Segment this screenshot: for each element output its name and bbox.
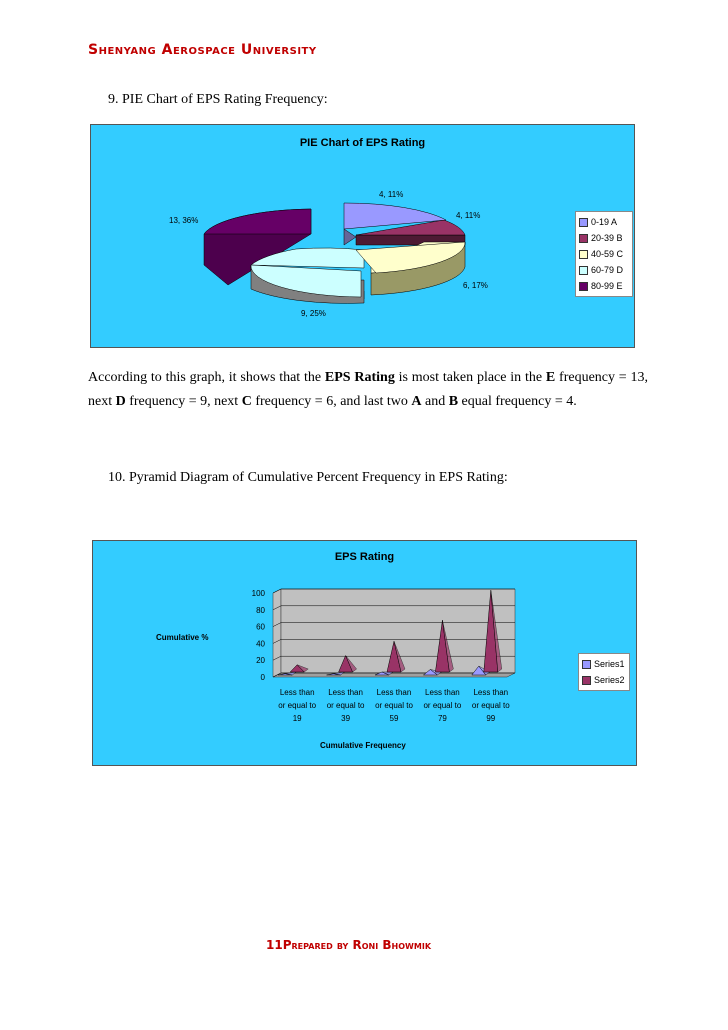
legend-swatch <box>579 266 588 275</box>
x-tick-label: Less than <box>376 688 412 697</box>
legend-item-d: 60-79 D <box>579 262 629 278</box>
pie-label-e: 13, 36% <box>169 216 199 225</box>
y-tick-label: 20 <box>256 656 265 666</box>
x-tick-label: Less than <box>328 688 363 697</box>
x-tick-label: 79 <box>437 714 447 723</box>
x-tick-label: or equal to <box>471 701 510 710</box>
pie-label-d: 9, 25% <box>301 309 326 318</box>
legend-item-a: 0-19 A <box>579 214 629 230</box>
legend-swatch <box>582 660 591 669</box>
plot-side-wall <box>273 589 281 677</box>
pie-label-b: 4, 11% <box>456 211 481 220</box>
slice-e <box>204 209 311 234</box>
x-tick-label: Less than <box>473 688 509 697</box>
y-axis-label: Cumulative % <box>156 633 209 642</box>
y-tick-label: 40 <box>256 639 265 649</box>
legend-item-e: 80-99 E <box>579 278 629 294</box>
legend-swatch <box>579 250 588 259</box>
y-tick-label: 60 <box>256 622 265 632</box>
y-tick-label: 80 <box>256 605 265 615</box>
university-header: Shenyang Aerospace University <box>88 42 317 58</box>
x-tick-label: Less than <box>279 688 315 697</box>
pyramid-chart-box <box>92 540 637 766</box>
pie-chart-title: PIE Chart of EPS Rating <box>299 137 426 149</box>
x-tick-label: 19 <box>292 714 302 723</box>
legend-swatch <box>579 218 588 227</box>
legend-item-series1: Series1 <box>582 656 626 672</box>
pie-chart-box <box>90 124 635 348</box>
section-9-title: 9. PIE Chart of EPS Rating Frequency: <box>108 92 328 107</box>
pie-legend <box>575 211 633 297</box>
pyramid-chart-svg <box>93 541 636 765</box>
x-tick-label: Less than <box>425 688 460 697</box>
legend-swatch <box>579 282 588 291</box>
page-footer <box>266 938 431 952</box>
pyramid-chart-title: EPS Rating <box>334 551 395 563</box>
slice-a-side <box>344 229 356 245</box>
analysis-paragraph: According to this graph, it shows that the EPS Rating is most taken place in the E frequency = 13, next D frequency = 9, next C frequency = 6, and last two A and B equal frequency = 4. <box>88 370 649 409</box>
x-tick-label: or equal to <box>326 701 365 710</box>
section-10-title: 10. Pyramid Diagram of Cumulative Percent Frequency in EPS Rating: <box>108 470 508 485</box>
page-number: 11 <box>266 938 283 952</box>
x-tick-label: 99 <box>486 714 496 723</box>
legend-swatch <box>579 234 588 243</box>
x-tick-label: 59 <box>389 714 399 723</box>
y-tick-label: 100 <box>251 589 265 598</box>
legend-item-c: 40-59 C <box>579 246 629 262</box>
pyramid-legend <box>578 653 630 691</box>
pie-label-c: 6, 17% <box>463 281 488 290</box>
pie-chart-svg <box>91 125 634 347</box>
pie-label-a: 4, 11% <box>379 190 404 199</box>
x-tick-label: or equal to <box>278 701 317 710</box>
legend-item-series2: Series2 <box>582 672 626 688</box>
y-tick-label: 0 <box>260 673 265 682</box>
x-tick-label: or equal to <box>423 701 462 710</box>
x-tick-label: or equal to <box>375 701 413 710</box>
footer-text: Prepared by Roni Bhowmik <box>282 938 432 952</box>
x-axis-label: Cumulative Frequency <box>320 741 406 750</box>
legend-swatch <box>582 676 591 685</box>
legend-item-b: 20-39 B <box>579 230 629 246</box>
x-tick-label: 39 <box>341 714 351 723</box>
